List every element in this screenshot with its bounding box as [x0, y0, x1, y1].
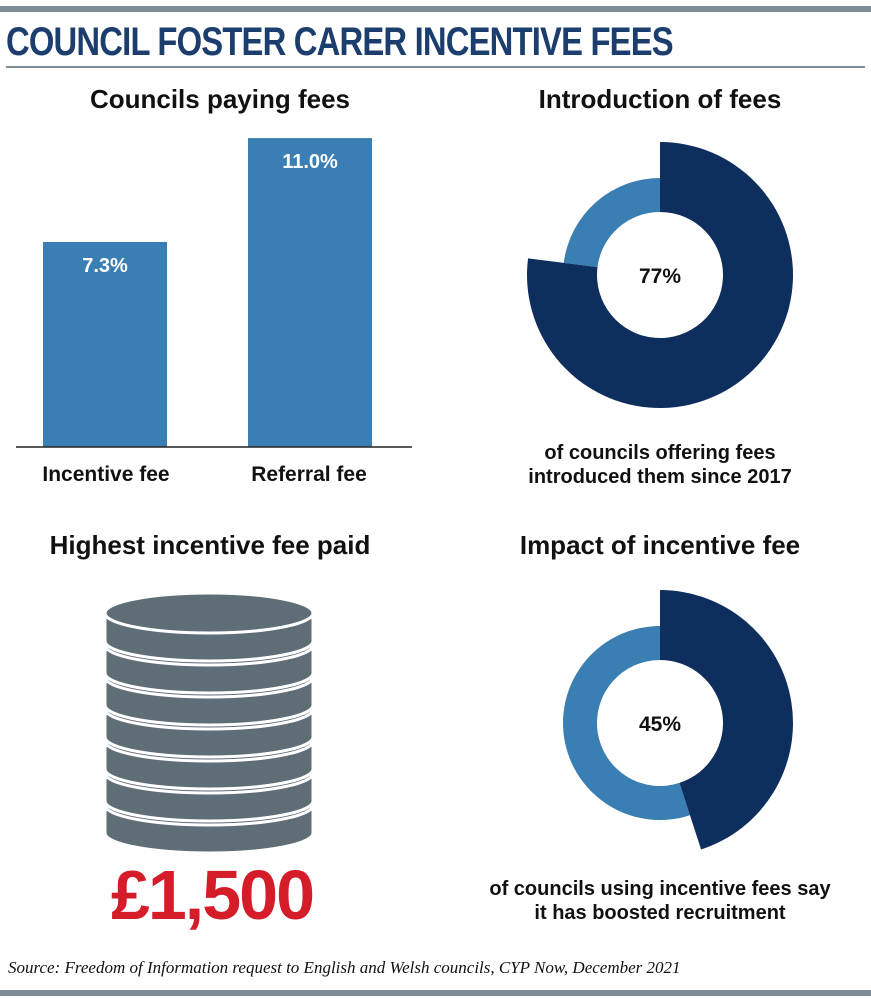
bar-chart-title: Councils paying fees: [89, 84, 351, 114]
coin-stack-icon: [105, 593, 313, 853]
bar: [248, 138, 372, 447]
bar-category-label: Referral fee: [251, 463, 367, 486]
donut-impact-caption-2: it has boosted recruitment: [534, 902, 786, 924]
donut-introduction-caption-2: introduced them since 2017: [528, 466, 792, 488]
donut-center-label: 77%: [638, 265, 682, 288]
bottom-rule: [0, 990, 871, 996]
highest-fee-heading: Highest incentive fee paid: [49, 530, 371, 560]
highest-fee-value: £1,500: [110, 856, 314, 934]
bar-category-label: Incentive fee: [42, 463, 170, 486]
bar-value-label: 11.0%: [282, 151, 338, 174]
source-note: Source: Freedom of Information request to English and Welsh councils, CYP Now, December 2021: [8, 958, 681, 977]
infographic-title: COUNCIL FOSTER CARER INCENTIVE FEES: [6, 20, 673, 64]
donut-introduction-title: Introduction of fees: [538, 84, 782, 114]
donut-remainder-slice: [564, 178, 660, 267]
donut-impact-title: Impact of incentive fee: [519, 530, 801, 560]
donut-center-label: 45%: [638, 713, 682, 736]
bar-value-label: 7.3%: [82, 254, 128, 277]
donut-introduction-caption-1: of councils offering fees: [544, 442, 776, 464]
donut-impact-caption-1: of councils using incentive fees say: [489, 878, 831, 900]
